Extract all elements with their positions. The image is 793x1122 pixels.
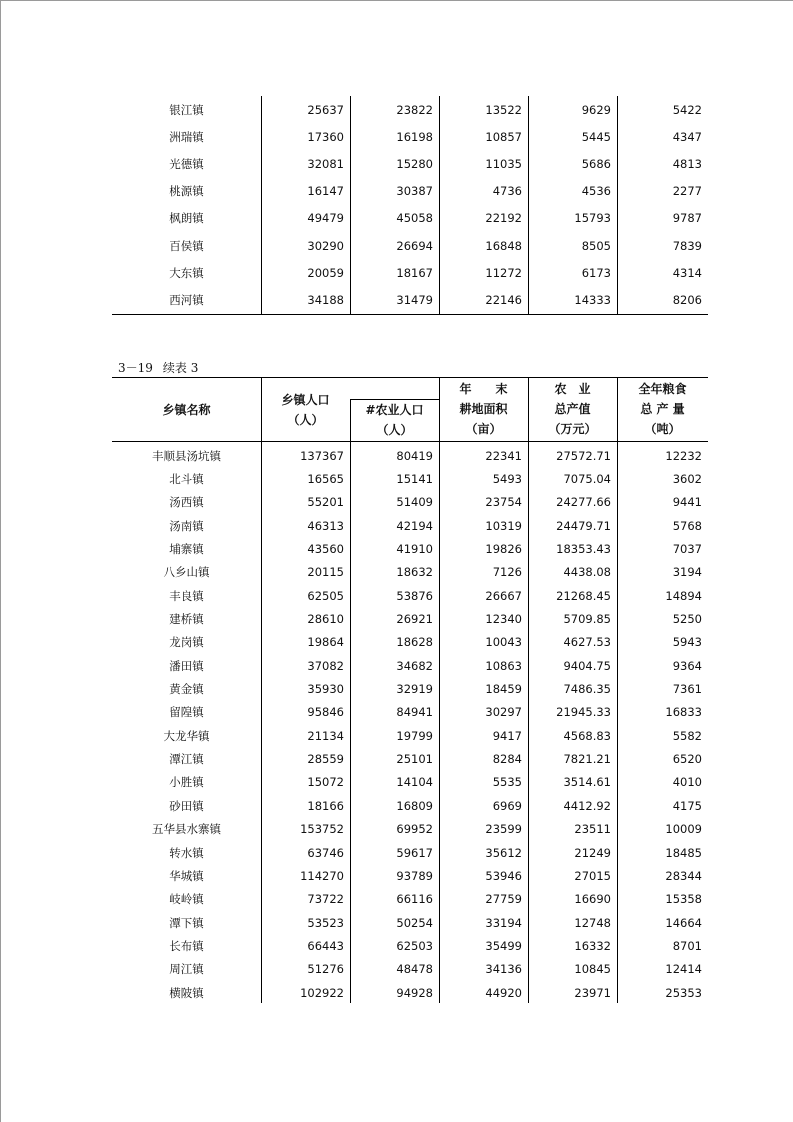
table-row <box>112 205 708 232</box>
table-row <box>112 981 708 1004</box>
header-town-population-unit: （人） <box>287 413 324 427</box>
body-agri-population-cell: 69952 <box>396 822 433 837</box>
body-grain-output-cell: 14664 <box>665 915 702 930</box>
body-agri-population-cell: 42194 <box>396 518 433 533</box>
table-caption <box>118 359 208 376</box>
top-town-name-cell: 枫朗镇 <box>169 211 204 226</box>
table-number: 3－19 <box>118 361 153 375</box>
top-town-name-cell: 银江镇 <box>169 102 204 117</box>
top-grain-output-cell: 9787 <box>672 211 702 226</box>
table-row <box>112 607 708 630</box>
body-farmland-area-cell: 53946 <box>485 868 522 883</box>
body-agri-output-cell: 4412.92 <box>563 798 611 813</box>
table-row <box>112 537 708 560</box>
body-town-name-cell: 留隍镇 <box>169 705 204 720</box>
table-row <box>112 150 708 177</box>
top-town-name-cell: 光德镇 <box>169 156 204 171</box>
body-agri-output-cell: 18353.43 <box>556 542 611 557</box>
top-town-population-cell: 16147 <box>307 184 344 199</box>
header-bottom-rule <box>112 441 708 442</box>
table-row <box>112 232 708 259</box>
header-grain-output <box>617 379 708 439</box>
body-agri-population-cell: 16809 <box>396 798 433 813</box>
top-agri-population-cell: 15280 <box>396 156 433 171</box>
body-agri-output-cell: 16332 <box>574 938 611 953</box>
body-town-population-cell: 19864 <box>307 635 344 650</box>
body-farmland-area-cell: 35612 <box>485 845 522 860</box>
body-farmland-area-cell: 6969 <box>492 798 522 813</box>
body-town-name-cell: 华城镇 <box>169 868 204 883</box>
body-grain-output-cell: 5250 <box>672 612 702 627</box>
top-agri-output-cell: 6173 <box>581 265 611 280</box>
body-agri-population-cell: 93789 <box>396 868 433 883</box>
body-town-name-cell: 小胜镇 <box>169 775 204 790</box>
body-farmland-area-cell: 12340 <box>485 612 522 627</box>
body-agri-population-cell: 18632 <box>396 565 433 580</box>
header-top-rule <box>112 377 708 378</box>
body-agri-output-cell: 3514.61 <box>563 775 611 790</box>
body-agri-population-cell: 41910 <box>396 542 433 557</box>
body-agri-output-cell: 4568.83 <box>563 728 611 743</box>
body-farmland-area-cell: 23599 <box>485 822 522 837</box>
body-farmland-area-cell: 5493 <box>492 472 522 487</box>
body-agri-population-cell: 18628 <box>396 635 433 650</box>
top-farmland-area-cell: 22146 <box>485 292 522 307</box>
body-agri-population-cell: 14104 <box>396 775 433 790</box>
body-grain-output-cell: 4175 <box>672 798 702 813</box>
body-grain-output-cell: 3194 <box>672 565 702 580</box>
body-farmland-area-cell: 27759 <box>485 892 522 907</box>
header-town-population-title: 乡镇人口 <box>281 393 330 407</box>
top-grain-output-cell: 7839 <box>672 238 702 253</box>
top-agri-population-cell: 31479 <box>396 292 433 307</box>
body-agri-output-cell: 23511 <box>574 822 611 837</box>
body-agri-output-cell: 4627.53 <box>563 635 611 650</box>
body-grain-output-cell: 7037 <box>672 542 702 557</box>
body-grain-output-cell: 5768 <box>672 518 702 533</box>
body-town-population-cell: 15072 <box>307 775 344 790</box>
top-town-population-cell: 17360 <box>307 129 344 144</box>
body-agri-output-cell: 4438.08 <box>563 565 611 580</box>
top-agri-output-cell: 5445 <box>581 129 611 144</box>
body-town-name-cell: 潭江镇 <box>169 752 204 767</box>
header-grain-output-line2: 总 产 量 <box>640 402 685 416</box>
page-border-top <box>0 0 793 1</box>
top-town-population-cell: 30290 <box>307 238 344 253</box>
top-farmland-area-cell: 11272 <box>485 265 522 280</box>
body-farmland-area-cell: 30297 <box>485 705 522 720</box>
body-grain-output-cell: 12232 <box>665 448 702 463</box>
top-table-bottom-rule <box>112 314 708 315</box>
top-farmland-area-cell: 13522 <box>485 102 522 117</box>
body-grain-output-cell: 6520 <box>672 752 702 767</box>
body-agri-output-cell: 27015 <box>574 868 611 883</box>
header-farmland <box>439 379 528 439</box>
table-row <box>112 677 708 700</box>
body-town-population-cell: 28610 <box>307 612 344 627</box>
body-farmland-area-cell: 44920 <box>485 985 522 1000</box>
top-table <box>112 96 708 314</box>
body-grain-output-cell: 28344 <box>665 868 702 883</box>
body-town-population-cell: 28559 <box>307 752 344 767</box>
table-row <box>112 701 708 724</box>
header-farmland-line1: 年 末 <box>459 382 508 396</box>
body-agri-output-cell: 21945.33 <box>556 705 611 720</box>
table-row <box>112 841 708 864</box>
body-agri-population-cell: 25101 <box>396 752 433 767</box>
body-town-name-cell: 龙岗镇 <box>169 635 204 650</box>
body-farmland-area-cell: 10863 <box>485 658 522 673</box>
table-row <box>112 794 708 817</box>
body-agri-population-cell: 80419 <box>396 448 433 463</box>
body-town-population-cell: 16565 <box>307 472 344 487</box>
body-town-name-cell: 大龙华镇 <box>163 728 210 743</box>
table-row <box>112 864 708 887</box>
body-grain-output-cell: 3602 <box>672 472 702 487</box>
top-grain-output-cell: 4813 <box>672 156 702 171</box>
table-row <box>112 724 708 747</box>
body-town-name-cell: 汤南镇 <box>169 518 204 533</box>
top-agri-population-cell: 23822 <box>396 102 433 117</box>
body-agri-population-cell: 34682 <box>396 658 433 673</box>
body-town-name-cell: 埔寨镇 <box>169 542 204 557</box>
body-grain-output-cell: 7361 <box>672 682 702 697</box>
body-town-population-cell: 18166 <box>307 798 344 813</box>
body-farmland-area-cell: 23754 <box>485 495 522 510</box>
table-row <box>112 561 708 584</box>
body-town-population-cell: 21134 <box>307 728 344 743</box>
top-grain-output-cell: 2277 <box>672 184 702 199</box>
body-town-name-cell: 汤西镇 <box>169 495 204 510</box>
body-town-name-cell: 潭下镇 <box>169 915 204 930</box>
body-grain-output-cell: 5582 <box>672 728 702 743</box>
top-town-name-cell: 洲瑞镇 <box>169 129 204 144</box>
body-agri-population-cell: 15141 <box>396 472 433 487</box>
body-agri-population-cell: 26921 <box>396 612 433 627</box>
table-row <box>112 514 708 537</box>
table-row <box>112 259 708 286</box>
table-continuation-label: 续表 3 <box>162 361 199 375</box>
body-agri-output-cell: 24479.71 <box>556 518 611 533</box>
body-town-population-cell: 43560 <box>307 542 344 557</box>
body-farmland-area-cell: 34136 <box>485 962 522 977</box>
body-agri-population-cell: 53876 <box>396 588 433 603</box>
header-farmland-unit: （亩） <box>465 422 502 436</box>
top-farmland-area-cell: 4736 <box>492 184 522 199</box>
body-town-name-cell: 八乡山镇 <box>163 565 210 580</box>
body-agri-output-cell: 27572.71 <box>556 448 611 463</box>
table-row <box>112 123 708 150</box>
top-agri-population-cell: 16198 <box>396 129 433 144</box>
table-row <box>112 286 708 313</box>
top-vrule-5 <box>617 96 618 314</box>
table-row <box>112 911 708 934</box>
body-town-population-cell: 35930 <box>307 682 344 697</box>
table-row <box>112 444 708 467</box>
body-town-name-cell: 潘田镇 <box>169 658 204 673</box>
body-town-name-cell: 丰良镇 <box>169 588 204 603</box>
body-town-population-cell: 73722 <box>307 892 344 907</box>
top-town-name-cell: 百侯镇 <box>169 238 204 253</box>
body-agri-output-cell: 7821.21 <box>563 752 611 767</box>
body-agri-population-cell: 62503 <box>396 938 433 953</box>
body-agri-population-cell: 51409 <box>396 495 433 510</box>
body-town-population-cell: 53523 <box>307 915 344 930</box>
body-town-name-cell: 丰顺县汤坑镇 <box>152 448 221 463</box>
top-town-population-cell: 32081 <box>307 156 344 171</box>
body-agri-output-cell: 9404.75 <box>563 658 611 673</box>
body-agri-output-cell: 21249 <box>574 845 611 860</box>
top-town-name-cell: 大东镇 <box>169 265 204 280</box>
header-agri-population <box>350 400 439 440</box>
bottom-table <box>112 444 708 1004</box>
top-farmland-area-cell: 10857 <box>485 129 522 144</box>
body-town-name-cell: 五华县水寨镇 <box>152 822 221 837</box>
top-agri-output-cell: 8505 <box>581 238 611 253</box>
body-town-population-cell: 137367 <box>300 448 344 463</box>
body-grain-output-cell: 18485 <box>665 845 702 860</box>
body-town-population-cell: 153752 <box>300 822 344 837</box>
body-agri-population-cell: 59617 <box>396 845 433 860</box>
body-agri-output-cell: 7075.04 <box>563 472 611 487</box>
top-agri-population-cell: 45058 <box>396 211 433 226</box>
table-row <box>112 491 708 514</box>
body-town-population-cell: 55201 <box>307 495 344 510</box>
body-grain-output-cell: 12414 <box>665 962 702 977</box>
body-farmland-area-cell: 7126 <box>492 565 522 580</box>
body-farmland-area-cell: 9417 <box>492 728 522 743</box>
body-town-name-cell: 岐岭镇 <box>169 892 204 907</box>
table-row <box>112 958 708 981</box>
top-agri-output-cell: 14333 <box>574 292 611 307</box>
body-farmland-area-cell: 10043 <box>485 635 522 650</box>
top-vrule-4 <box>528 96 529 314</box>
body-agri-output-cell: 24277.66 <box>556 495 611 510</box>
top-agri-population-cell: 30387 <box>396 184 433 199</box>
body-agri-population-cell: 84941 <box>396 705 433 720</box>
table-row <box>112 584 708 607</box>
top-agri-output-cell: 5686 <box>581 156 611 171</box>
header-grain-output-unit: （吨） <box>644 422 681 436</box>
table-row <box>112 631 708 654</box>
body-farmland-area-cell: 22341 <box>485 448 522 463</box>
header-agri-output-unit: （万元） <box>548 422 597 436</box>
top-town-population-cell: 20059 <box>307 265 344 280</box>
top-vrule-2 <box>350 96 351 314</box>
body-agri-output-cell: 5709.85 <box>563 612 611 627</box>
body-grain-output-cell: 8701 <box>672 938 702 953</box>
top-grain-output-cell: 4347 <box>672 129 702 144</box>
body-grain-output-cell: 25353 <box>665 985 702 1000</box>
body-grain-output-cell: 9441 <box>672 495 702 510</box>
top-vrule-3 <box>439 96 440 314</box>
header-agri-output <box>528 379 617 439</box>
body-agri-population-cell: 19799 <box>396 728 433 743</box>
top-grain-output-cell: 8206 <box>672 292 702 307</box>
body-town-population-cell: 63746 <box>307 845 344 860</box>
page-border-left <box>0 0 1 1122</box>
header-farmland-line2: 耕地面积 <box>459 402 508 416</box>
body-town-population-cell: 20115 <box>307 565 344 580</box>
header-grain-output-line1: 全年粮食 <box>638 382 687 396</box>
body-agri-output-cell: 7486.35 <box>563 682 611 697</box>
header-town-population <box>261 390 350 430</box>
body-agri-population-cell: 66116 <box>396 892 433 907</box>
top-town-population-cell: 25637 <box>307 102 344 117</box>
top-town-population-cell: 34188 <box>307 292 344 307</box>
header-agri-output-line2: 总产值 <box>554 402 591 416</box>
body-town-population-cell: 46313 <box>307 518 344 533</box>
body-agri-output-cell: 21268.45 <box>556 588 611 603</box>
body-town-population-cell: 37082 <box>307 658 344 673</box>
top-agri-population-cell: 26694 <box>396 238 433 253</box>
body-grain-output-cell: 14894 <box>665 588 702 603</box>
body-town-population-cell: 95846 <box>307 705 344 720</box>
body-town-population-cell: 102922 <box>300 985 344 1000</box>
top-grain-output-cell: 4314 <box>672 265 702 280</box>
top-town-name-cell: 桃源镇 <box>169 184 204 199</box>
body-town-name-cell: 转水镇 <box>169 845 204 860</box>
top-agri-output-cell: 15793 <box>574 211 611 226</box>
top-vrule-1 <box>261 96 262 314</box>
header-agri-population-unit: （人） <box>376 423 413 437</box>
body-farmland-area-cell: 10319 <box>485 518 522 533</box>
body-grain-output-cell: 4010 <box>672 775 702 790</box>
table-row <box>112 467 708 490</box>
table-row <box>112 654 708 677</box>
body-town-name-cell: 建桥镇 <box>169 612 204 627</box>
body-farmland-area-cell: 35499 <box>485 938 522 953</box>
body-agri-output-cell: 12748 <box>574 915 611 930</box>
top-grain-output-cell: 5422 <box>672 102 702 117</box>
body-agri-population-cell: 48478 <box>396 962 433 977</box>
body-town-population-cell: 66443 <box>307 938 344 953</box>
body-farmland-area-cell: 26667 <box>485 588 522 603</box>
table-row <box>112 818 708 841</box>
header-agri-population-title: #农业人口 <box>365 403 424 417</box>
body-agri-population-cell: 50254 <box>396 915 433 930</box>
top-agri-population-cell: 18167 <box>396 265 433 280</box>
top-agri-output-cell: 9629 <box>581 102 611 117</box>
body-farmland-area-cell: 5535 <box>492 775 522 790</box>
body-agri-output-cell: 16690 <box>574 892 611 907</box>
body-grain-output-cell: 16833 <box>665 705 702 720</box>
table-row <box>112 96 708 123</box>
body-farmland-area-cell: 18459 <box>485 682 522 697</box>
body-farmland-area-cell: 19826 <box>485 542 522 557</box>
body-town-name-cell: 长布镇 <box>169 938 204 953</box>
body-agri-population-cell: 32919 <box>396 682 433 697</box>
top-farmland-area-cell: 11035 <box>485 156 522 171</box>
table-row <box>112 178 708 205</box>
body-grain-output-cell: 5943 <box>672 635 702 650</box>
top-town-population-cell: 49479 <box>307 211 344 226</box>
body-town-population-cell: 114270 <box>300 868 344 883</box>
body-agri-output-cell: 10845 <box>574 962 611 977</box>
table-row <box>112 771 708 794</box>
body-farmland-area-cell: 8284 <box>492 752 522 767</box>
table-row <box>112 888 708 911</box>
body-grain-output-cell: 10009 <box>665 822 702 837</box>
body-town-name-cell: 横陂镇 <box>169 985 204 1000</box>
body-grain-output-cell: 15358 <box>665 892 702 907</box>
top-town-name-cell: 西河镇 <box>169 292 204 307</box>
top-agri-output-cell: 4536 <box>581 184 611 199</box>
body-town-name-cell: 北斗镇 <box>169 472 204 487</box>
body-town-name-cell: 黄金镇 <box>169 682 204 697</box>
body-town-name-cell: 周江镇 <box>169 962 204 977</box>
body-agri-population-cell: 94928 <box>396 985 433 1000</box>
body-town-name-cell: 砂田镇 <box>169 798 204 813</box>
body-farmland-area-cell: 33194 <box>485 915 522 930</box>
body-agri-output-cell: 23971 <box>574 985 611 1000</box>
body-grain-output-cell: 9364 <box>672 658 702 673</box>
top-farmland-area-cell: 16848 <box>485 238 522 253</box>
table-row <box>112 747 708 770</box>
header-agri-output-line1: 农 业 <box>554 382 591 396</box>
table-row <box>112 934 708 957</box>
top-farmland-area-cell: 22192 <box>485 211 522 226</box>
body-town-population-cell: 51276 <box>307 962 344 977</box>
header-town-name: 乡镇名称 <box>162 403 211 417</box>
body-town-population-cell: 62505 <box>307 588 344 603</box>
